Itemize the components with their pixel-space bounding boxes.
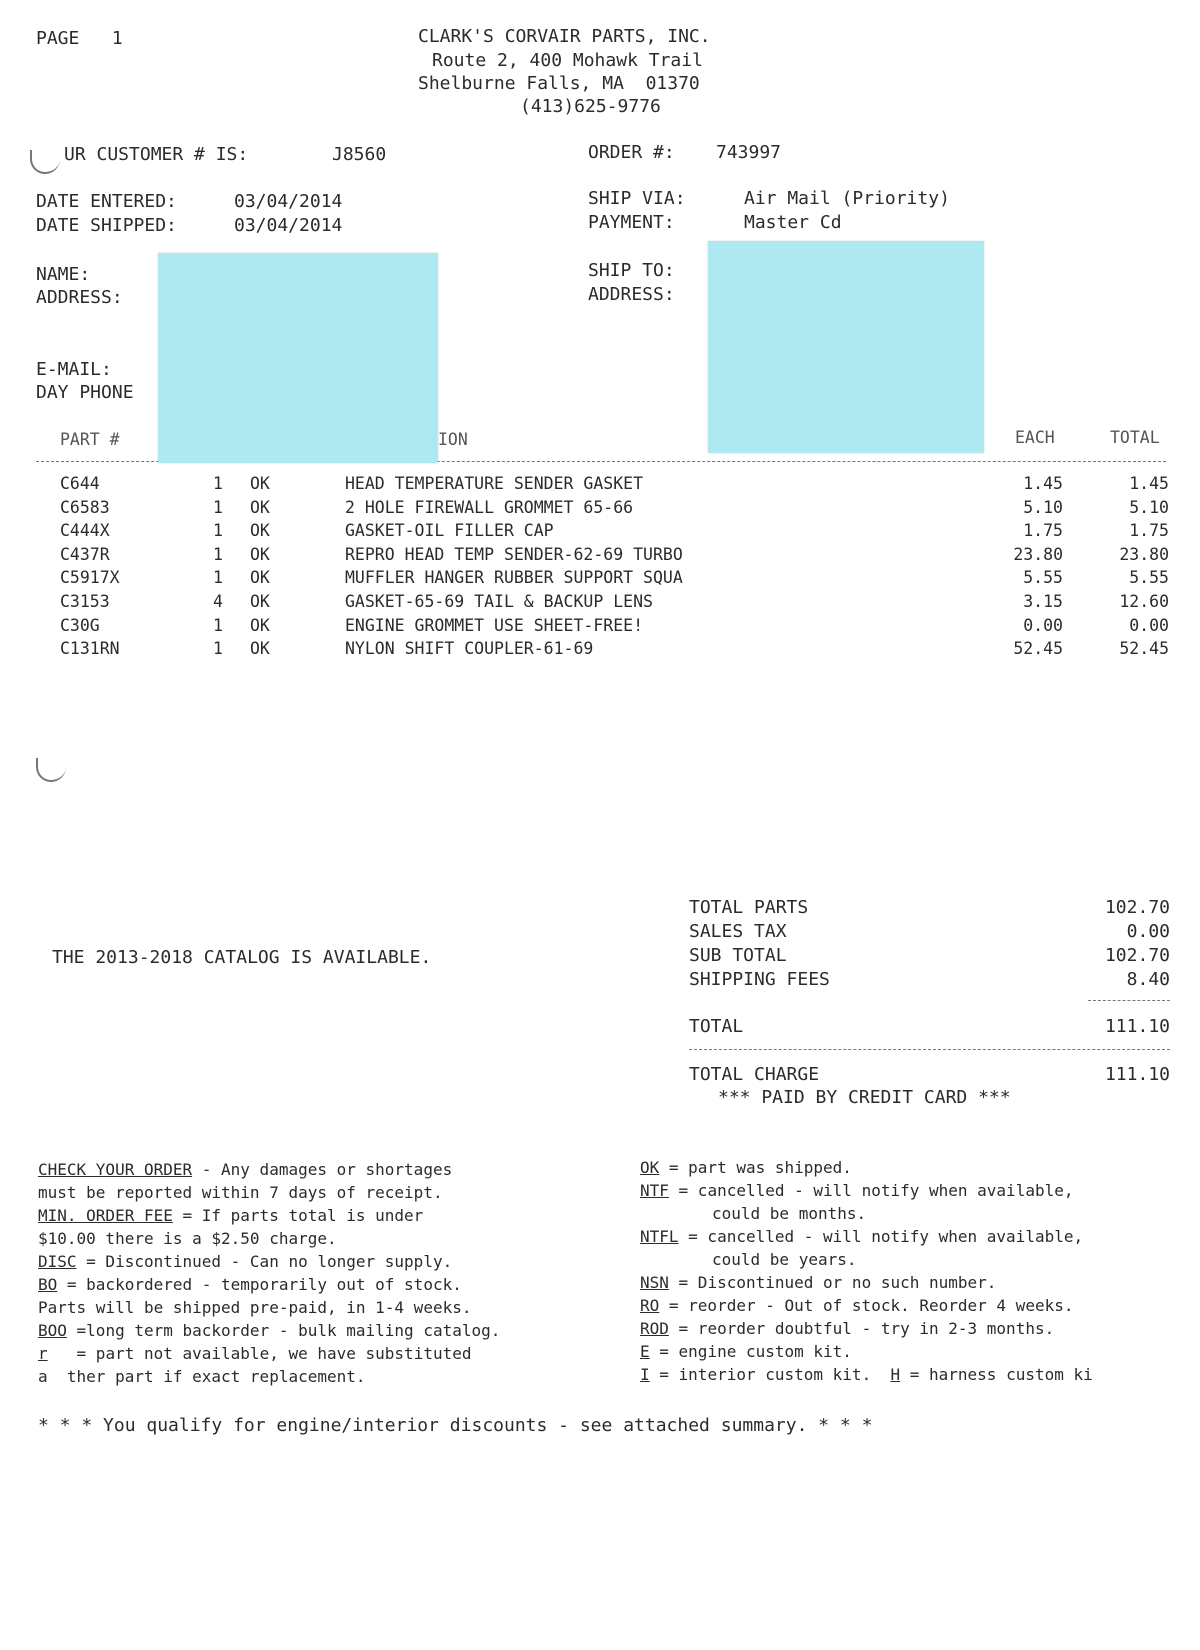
- legend-substitute-line2: a ther part if exact replacement.: [38, 1367, 366, 1386]
- unit-price: 1.45: [1023, 474, 1063, 493]
- table-row: [0, 498, 1200, 520]
- total-charge-label: TOTAL CHARGE: [689, 1064, 820, 1085]
- legend-min-order-fee-line2: $10.00 there is a $2.50 charge.: [38, 1229, 337, 1248]
- unit-price: 5.55: [1023, 568, 1063, 588]
- legend-ntf-line2: could be months.: [712, 1204, 867, 1223]
- legend-key: E: [640, 1342, 650, 1361]
- legend-ntfl: [640, 1227, 1083, 1246]
- quantity: 1: [213, 639, 223, 659]
- company-address-line1: Route 2, 400 Mohawk Trail: [432, 50, 703, 71]
- legend-disc: [38, 1252, 452, 1271]
- sales-tax-value: 0.00: [1126, 921, 1170, 942]
- legend-ok: [640, 1158, 852, 1177]
- totals-divider: [689, 1049, 1170, 1050]
- line-status: OK: [250, 544, 270, 564]
- table-row: [0, 616, 1200, 638]
- legend-rod: [640, 1319, 1054, 1338]
- legend-text: = Discontinued - Can no longer supply.: [76, 1252, 453, 1271]
- payment-method: Master Cd: [744, 212, 842, 233]
- total-value: 111.10: [1104, 1016, 1170, 1037]
- line-status: OK: [250, 474, 270, 493]
- binder-hole-top: [30, 150, 60, 174]
- part-description: HEAD TEMPERATURE SENDER GASKET: [345, 474, 644, 493]
- legend-nsn: [640, 1273, 996, 1292]
- email-label: E-MAIL:: [36, 359, 112, 380]
- sub-total-label: SUB TOTAL: [689, 945, 787, 966]
- line-total: 5.55: [1129, 568, 1169, 588]
- legend-key: CHECK YOUR ORDER: [38, 1160, 193, 1179]
- legend-text: - Any damages or shortages: [192, 1160, 453, 1179]
- legend-key: NTFL: [640, 1227, 679, 1246]
- table-row: [0, 592, 1200, 614]
- part-number: C3153: [60, 592, 110, 611]
- page-number: PAGE 1: [36, 28, 123, 49]
- part-description: GASKET-OIL FILLER CAP: [345, 521, 554, 541]
- customer-number: J8560: [332, 144, 387, 165]
- catalog-note: THE 2013-2018 CATALOG IS AVAILABLE.: [52, 947, 432, 968]
- part-description: REPRO HEAD TEMP SENDER-62-69 TURBO: [345, 544, 683, 564]
- line-status: OK: [250, 592, 270, 611]
- legend-text: = part not available, we have substituted: [47, 1344, 472, 1363]
- company-address-line2: Shelburne Falls, MA 01370: [418, 73, 700, 94]
- legend-text: = reorder - Out of stock. Reorder 4 weeks.: [659, 1296, 1074, 1315]
- sub-total-value: 102.70: [1104, 945, 1170, 966]
- table-row: [0, 521, 1200, 543]
- ship-via-label: SHIP VIA:: [588, 188, 686, 209]
- paid-by-credit-card-note: *** PAID BY CREDIT CARD ***: [718, 1087, 1011, 1108]
- redaction-sticky-note-right: [708, 241, 984, 453]
- legend-key: MIN. ORDER FEE: [38, 1206, 173, 1225]
- legend-check-order: [38, 1160, 452, 1179]
- ship-via: Air Mail (Priority): [744, 188, 950, 209]
- total-charge-value: 111.10: [1104, 1064, 1170, 1085]
- line-total: 23.80: [1119, 544, 1169, 564]
- binder-hole-middle: [36, 758, 66, 782]
- legend-key: r: [38, 1344, 48, 1363]
- legend-key: BOO: [38, 1321, 67, 1340]
- legend-boo: [38, 1321, 500, 1340]
- table-row: [0, 568, 1200, 590]
- legend-ro: [640, 1296, 1073, 1315]
- line-status: OK: [250, 615, 270, 635]
- quantity: 1: [213, 568, 223, 588]
- legend-bo-line2: Parts will be shipped pre-paid, in 1-4 weeks.: [38, 1298, 472, 1317]
- company-phone: (413)625-9776: [520, 96, 661, 117]
- quantity: 4: [213, 592, 223, 611]
- legend-text: = Discontinued or no such number.: [668, 1273, 997, 1292]
- part-number: C437R: [60, 544, 110, 564]
- legend-key: ROD: [640, 1319, 669, 1338]
- legend-e: [640, 1342, 852, 1361]
- line-total: 1.75: [1129, 521, 1169, 541]
- redaction-sticky-note-left: [158, 253, 438, 463]
- quantity: 1: [213, 474, 223, 493]
- column-header-part: PART #: [60, 430, 120, 449]
- legend-text: = cancelled - will notify when available,: [678, 1227, 1084, 1246]
- legend-ntf: [640, 1181, 1073, 1200]
- part-description: NYLON SHIFT COUPLER-61-69: [345, 639, 594, 659]
- part-description: 2 HOLE FIREWALL GROMMET 65-66: [345, 497, 634, 517]
- total-label: TOTAL: [689, 1016, 744, 1037]
- unit-price: 3.15: [1023, 592, 1063, 611]
- legend-text: = backordered - temporarily out of stock.: [57, 1275, 462, 1294]
- legend-key: NTF: [640, 1181, 669, 1200]
- line-status: OK: [250, 497, 270, 517]
- name-label: NAME:: [36, 264, 91, 285]
- unit-price: 5.10: [1023, 497, 1063, 517]
- legend-key: NSN: [640, 1273, 669, 1292]
- discount-qualification-note: * * * You qualify for engine/interior discounts - see attached summary. * * *: [38, 1415, 873, 1436]
- column-header-each: EACH: [1015, 428, 1055, 447]
- legend-key: DISC: [38, 1252, 77, 1271]
- totals-divider-short: [1088, 1000, 1170, 1001]
- legend-text: =long term backorder - bulk mailing catalog.: [66, 1321, 501, 1340]
- legend-text: = interior custom kit.: [649, 1365, 891, 1384]
- line-status: OK: [250, 568, 270, 588]
- line-total: 52.45: [1119, 639, 1169, 659]
- table-row: [0, 474, 1200, 496]
- table-row: [0, 639, 1200, 661]
- legend-text: = If parts total is under: [172, 1206, 424, 1225]
- ship-to-label: SHIP TO:: [588, 260, 675, 281]
- shipping-fees-label: SHIPPING FEES: [689, 969, 830, 990]
- quantity: 1: [213, 544, 223, 564]
- date-entered-label: DATE ENTERED:: [36, 191, 177, 212]
- unit-price: 1.75: [1023, 521, 1063, 541]
- legend-key: RO: [640, 1296, 660, 1315]
- payment-label: PAYMENT:: [588, 212, 675, 233]
- column-header-total: TOTAL: [1110, 428, 1160, 447]
- date-shipped-label: DATE SHIPPED:: [36, 215, 177, 236]
- legend-key: BO: [38, 1275, 58, 1294]
- order-number: 743997: [716, 142, 782, 163]
- sales-tax-label: SALES TAX: [689, 921, 787, 942]
- legend-text: = cancelled - will notify when available,: [668, 1181, 1074, 1200]
- quantity: 1: [213, 615, 223, 635]
- company-name: CLARK'S CORVAIR PARTS, INC.: [418, 26, 711, 47]
- line-total: 12.60: [1119, 592, 1169, 611]
- line-status: OK: [250, 639, 270, 659]
- legend-check-order-line2: must be reported within 7 days of receipt.: [38, 1183, 443, 1202]
- legend-i-h: [640, 1365, 1093, 1384]
- quantity: 1: [213, 497, 223, 517]
- ship-address-label: ADDRESS:: [588, 284, 675, 305]
- date-shipped: 03/04/2014: [234, 215, 343, 236]
- unit-price: 52.45: [1013, 639, 1063, 659]
- customer-number-label: UR CUSTOMER # IS:: [64, 144, 249, 165]
- legend-text: = reorder doubtful - try in 2-3 months.: [668, 1319, 1055, 1338]
- part-number: C5917X: [60, 568, 120, 588]
- part-number: C644: [60, 474, 100, 493]
- day-phone-label: DAY PHONE: [36, 382, 134, 403]
- unit-price: 23.80: [1013, 544, 1063, 564]
- line-total: 0.00: [1129, 615, 1169, 635]
- legend-key: OK: [640, 1158, 660, 1177]
- part-description: ENGINE GROMMET USE SHEET-FREE!: [345, 615, 644, 635]
- part-number: C30G: [60, 615, 100, 635]
- legend-key: I: [640, 1365, 650, 1384]
- quantity: 1: [213, 521, 223, 541]
- legend-ntfl-line2: could be years.: [712, 1250, 857, 1269]
- part-number: C444X: [60, 521, 110, 541]
- column-header-description: ION: [438, 430, 468, 449]
- shipping-fees-value: 8.40: [1126, 969, 1170, 990]
- legend-bo: [38, 1275, 462, 1294]
- total-parts-label: TOTAL PARTS: [689, 897, 809, 918]
- line-total: 1.45: [1129, 474, 1169, 493]
- legend-text: = engine custom kit.: [649, 1342, 852, 1361]
- legend-text: = part was shipped.: [659, 1158, 852, 1177]
- part-description: GASKET-65-69 TAIL & BACKUP LENS: [345, 592, 653, 611]
- legend-text: = harness custom ki: [900, 1365, 1093, 1384]
- order-number-label: ORDER #:: [588, 142, 675, 163]
- address-label: ADDRESS:: [36, 287, 123, 308]
- legend-key: H: [890, 1365, 901, 1384]
- legend-min-order-fee: [38, 1206, 423, 1225]
- table-row: [0, 545, 1200, 567]
- date-entered: 03/04/2014: [234, 191, 343, 212]
- part-number: C6583: [60, 497, 110, 517]
- unit-price: 0.00: [1023, 615, 1063, 635]
- legend-substitute: [38, 1344, 471, 1363]
- line-total: 5.10: [1129, 497, 1169, 517]
- part-description: MUFFLER HANGER RUBBER SUPPORT SQUA: [345, 568, 683, 588]
- line-status: OK: [250, 521, 270, 541]
- part-number: C131RN: [60, 639, 120, 659]
- total-parts-value: 102.70: [1104, 897, 1170, 918]
